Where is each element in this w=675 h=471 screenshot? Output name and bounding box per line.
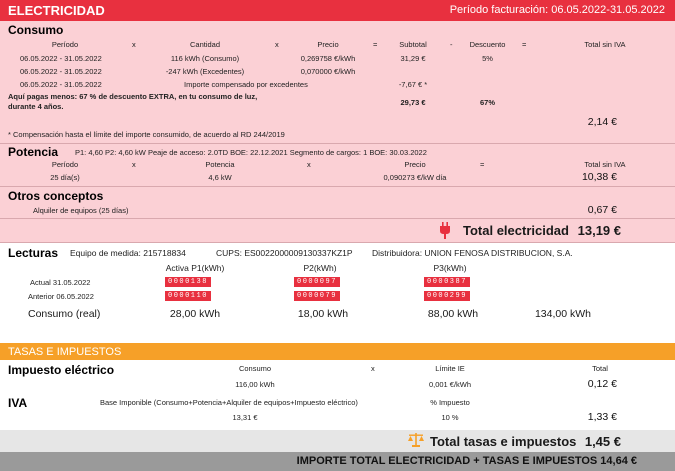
col-subtotal: Subtotal [399,40,427,49]
consumo-section [0,21,675,144]
total-electricidad-bar [0,219,675,243]
promo-subtotal: 29,73 € [400,98,426,107]
iva-col-pct: % Impuesto [430,398,470,407]
consumo-total: 2,14 € [587,116,617,128]
anterior-p2: 0000079 [294,291,340,301]
promo-line1: Aquí pagas menos: 67 % de descuento EXTRA, en tu consumo de luz, [8,92,258,101]
plug-icon [440,222,450,244]
pot-precio: 0,090273 €/kW día [383,173,447,182]
row3-subtotal: -7,67 € * [398,80,428,89]
pot-periodo: 25 día(s) [50,173,80,182]
actual-p2: 0000097 [294,277,340,287]
col-periodo: Período [51,40,79,49]
consumo-p2: 18,00 kWh [297,308,349,320]
actual-label: Actual 31.05.2022 [30,278,91,287]
iva-base: 13,31 € [232,413,258,422]
pot-col-eq: = [480,160,485,169]
consumo-title: Consumo [8,23,64,37]
iva-col-base: Base Imponible (Consumo+Potencia+Alquiler de equipos+Impuesto eléctrico) [100,398,358,407]
grand-total-bar [0,452,675,471]
col-total: Total sin IVA [584,40,626,49]
otros-section [0,187,675,219]
total-electricidad-value: 13,19 € [577,223,621,238]
electricidad-header [0,0,675,21]
pot-col-total: Total sin IVA [584,160,626,169]
total-tasas-label: Total tasas e impuestos [430,434,577,449]
col-descuento: Descuento [469,40,506,49]
pot-col-precio: Precio [404,160,426,169]
total-tasas-value: 1,45 € [584,434,621,449]
promo-line2: durante 4 años. [8,102,64,111]
ie-col-consumo: Consumo [238,364,272,373]
cups: CUPS: ES0022000009130337KZ1P [216,248,353,258]
row1-periodo: 06.05.2022 - 31.05.2022 [20,54,102,63]
tasas-header [0,343,675,360]
ie-col-limite: Límite IE [435,364,465,373]
col-activa-p1: Activa P1(kWh) [165,263,225,273]
col-x1: x [132,40,136,49]
col-p2: P2(kWh) [303,263,337,273]
ie-col-x: x [371,364,375,373]
otros-title: Otros conceptos [8,189,104,203]
pot-col-potencia: Potencia [205,160,235,169]
col-minus: - [450,40,453,49]
iva-total: 1,33 € [587,411,617,423]
pot-col-periodo: Período [51,160,79,169]
pot-col-x2: x [307,160,311,169]
ie-consumo: 116,00 kWh [235,380,275,389]
ie-col-total: Total [592,364,608,373]
total-tasas-bar [0,430,675,452]
potencia-section [0,144,675,187]
anterior-p3: 0000299 [424,291,470,301]
distribuidora: Distribuidora: UNION FENOSA DISTRIBUCION, S.A. [372,248,573,258]
consumo-real-label: Consumo (real) [28,308,101,320]
actual-p3: 0000387 [424,277,470,287]
row2-cantidad: -247 kWh (Excedentes) [165,67,245,76]
col-eq2: = [522,40,527,49]
row1-precio: 0,269758 €/kWh [300,54,356,63]
promo-descuento: 67% [479,98,495,107]
lecturas-title: Lecturas [8,246,59,260]
row1-descuento: 5% [482,54,493,63]
total-electricidad-label: Total electricidad [463,223,569,238]
anterior-p1: 0000110 [165,291,211,301]
tasas-body [0,360,675,430]
col-eq: = [373,40,378,49]
scale-icon [407,432,425,453]
ie-limite: 0,001 €/kWh [428,380,472,389]
tasas-title: TASAS E IMPUESTOS [8,346,122,358]
row3-periodo: 06.05.2022 - 31.05.2022 [20,80,102,89]
col-x2: x [275,40,279,49]
row3-cantidad: Importe compensado por excedentes [184,80,308,89]
potencia-title: Potencia [8,145,59,159]
pot-col-x1: x [132,160,136,169]
row1-cantidad: 116 kWh (Consumo) [170,54,240,63]
iva-pct: 10 % [441,413,459,422]
anterior-label: Anterior 06.05.2022 [28,292,94,301]
row2-periodo: 06.05.2022 - 31.05.2022 [20,67,102,76]
otros-item: Alquiler de equipos (25 días) [33,206,129,215]
consumo-total-kwh: 134,00 kWh [534,308,592,320]
billing-period: Período facturación: 06.05.2022-31.05.2022 [449,4,665,16]
row2-precio: 0,070000 €/kWh [300,67,356,76]
section-title: ELECTRICIDAD [8,3,105,18]
col-cantidad: Cantidad [189,40,221,49]
ie-total: 0,12 € [587,378,617,390]
pot-total: 10,38 € [581,171,617,183]
consumo-p1: 28,00 kWh [169,308,221,320]
grand-total-text: IMPORTE TOTAL ELECTRICIDAD + TASAS E IMPUESTOS 14,64 € [296,455,637,467]
lecturas-section [0,243,675,330]
iva-title: IVA [8,396,28,410]
row1-subtotal: 31,29 € [400,54,426,63]
potencia-info: P1: 4,60 P2: 4,60 kW Peaje de acceso: 2.0TD BOE: 22.12.2021 Segmento de cargos: 1 BOE: 30.03.2022 [75,148,427,157]
col-p3: P3(kWh) [433,263,467,273]
impuesto-electrico-title: Impuesto eléctrico [8,363,115,377]
col-precio: Precio [317,40,339,49]
actual-p1: 0000138 [165,277,211,287]
otros-total: 0,67 € [587,204,617,216]
compensacion-note: * Compensación hasta el límite del importe consumido, de acuerdo al RD 244/2019 [8,130,285,139]
equipo-medida: Equipo de medida: 215718834 [70,248,186,258]
pot-potencia: 4,6 kW [208,173,232,182]
consumo-p3: 88,00 kWh [427,308,479,320]
